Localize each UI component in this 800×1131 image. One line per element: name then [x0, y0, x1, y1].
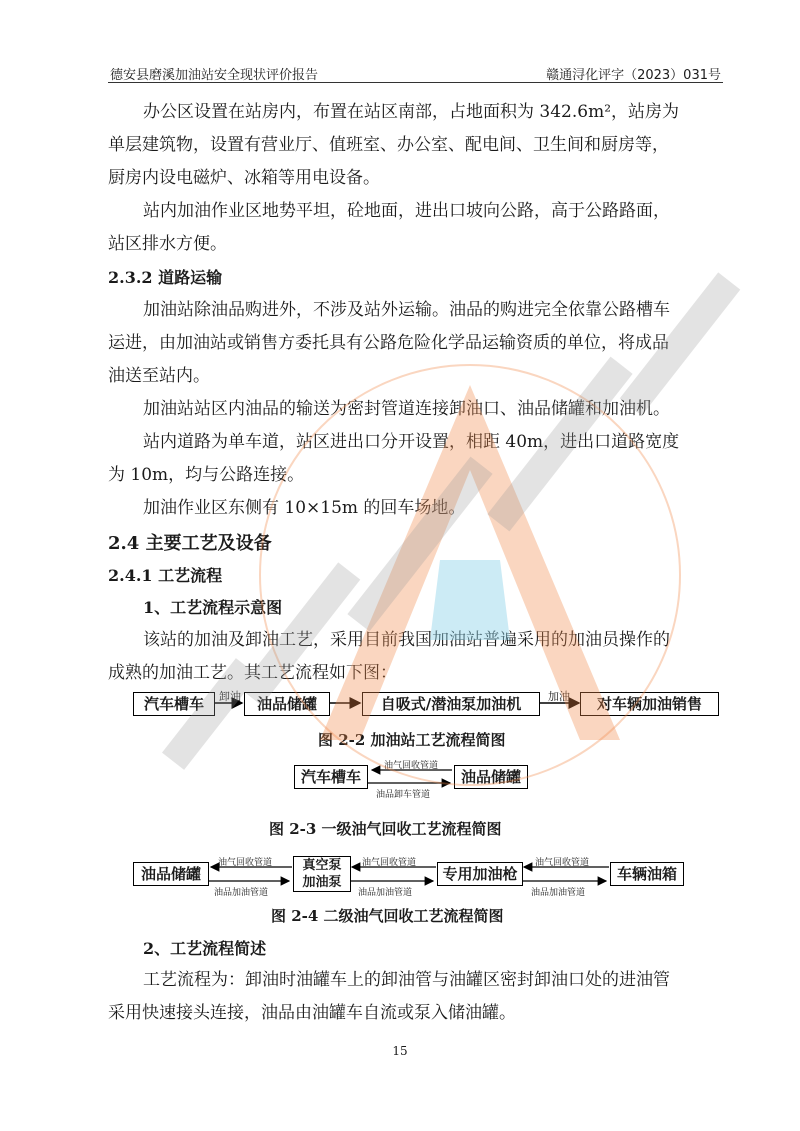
box-tank-truck: 汽车槽车 — [294, 765, 368, 789]
page-number: 15 — [392, 1044, 408, 1058]
paragraph-line: 站区排水方便。 — [108, 234, 227, 254]
paragraph-line: 为 10m，均与公路连接。 — [108, 465, 305, 485]
box-vehicle-tank: 车辆油箱 — [610, 862, 684, 886]
arrow-label-unload: 卸油 — [219, 690, 241, 703]
subheading-flow-diagram: 1、工艺流程示意图 — [143, 598, 283, 617]
box-nozzle: 专用加油枪 — [437, 862, 523, 886]
box-dispenser: 自吸式/潜油泵加油机 — [362, 692, 540, 716]
box-vacuum-pump — [293, 856, 351, 892]
paragraph-line: 油送至站内。 — [108, 366, 210, 386]
box-storage-tank: 油品储罐 — [454, 765, 528, 789]
running-header — [108, 62, 723, 83]
paragraph-line: 办公区设置在站房内，布置在站区南部，占地面积为 342.6m²，站房为 — [143, 102, 680, 122]
pipe-label-vapor-recovery: 油气回收管道 — [535, 858, 590, 868]
pipe-label-vapor-recovery: 油气回收管道 — [218, 858, 273, 868]
paragraph-line: 加油作业区东侧有 10×15m 的回车场地。 — [143, 498, 466, 518]
box-storage-tank: 油品储罐 — [244, 692, 330, 716]
subheading-flow-summary: 2、工艺流程简述 — [143, 939, 267, 958]
paragraph-line: 加油站除油品购进外，不涉及站外运输。油品的购进完全依靠公路槽车 — [143, 300, 670, 320]
figure-caption-2-2: 图 2-2 加油站工艺流程简图 — [318, 731, 506, 749]
box-vehicle-sale: 对车辆加油销售 — [580, 692, 719, 716]
section-heading-2-4: 2.4 主要工艺及设备 — [108, 533, 272, 554]
paragraph-line: 厨房内设电磁炉、冰箱等用电设备。 — [108, 168, 380, 188]
paragraph-line: 站内道路为单车道，站区进出口分开设置，相距 40m，进出口道路宽度 — [143, 432, 680, 452]
header-report-title: 德安县磨溪加油站安全现状评价报告 — [110, 68, 319, 83]
paragraph-line: 站内加油作业区地势平坦，砼地面，进出口坡向公路，高于公路路面， — [143, 201, 670, 221]
box-line: 真空泵 — [302, 858, 342, 873]
paragraph-line: 加油站站区内油品的输送为密封管道连接卸油口、油品储罐和加油机。 — [143, 399, 670, 419]
pipe-label-fueling: 油品加油管道 — [358, 888, 413, 898]
pipe-label-vapor-recovery: 油气回收管道 — [362, 858, 417, 868]
pipe-label-unloading: 油品卸车管道 — [376, 790, 431, 800]
paragraph-line: 工艺流程为：卸油时油罐车上的卸油管与油罐区密封卸油口处的进油管 — [143, 970, 670, 990]
pipe-label-fueling: 油品加油管道 — [531, 888, 586, 898]
section-heading-2-4-1: 2.4.1 工艺流程 — [108, 566, 223, 585]
header-doc-number: 赣通浔化评字（2023）031号 — [546, 68, 721, 83]
pipe-label-fueling: 油品加油管道 — [214, 888, 269, 898]
paragraph-line: 单层建筑物，设置有营业厅、值班室、办公室、配电间、卫生间和厨房等， — [108, 135, 669, 155]
box-tank-truck: 汽车槽车 — [133, 692, 215, 716]
box-line: 加油泵 — [302, 875, 342, 890]
section-heading-2-3-2: 2.3.2 道路运输 — [108, 268, 223, 287]
paragraph-line: 采用快速接头连接，油品由油罐车自流或泵入储油罐。 — [108, 1003, 516, 1023]
paragraph-line: 成熟的加油工艺。其工艺流程如下图： — [108, 663, 397, 683]
arrow-label-refuel: 加油 — [548, 690, 570, 703]
figure-caption-2-4: 图 2-4 二级油气回收工艺流程简图 — [271, 907, 504, 925]
pipe-label-vapor-recovery: 油气回收管道 — [384, 761, 439, 771]
paragraph-line: 运进，由加油站或销售方委托具有公路危险化学品运输资质的单位，将成品 — [108, 333, 669, 353]
box-storage-tank: 油品储罐 — [133, 862, 209, 886]
figure-caption-2-3: 图 2-3 一级油气回收工艺流程简图 — [269, 820, 502, 838]
paragraph-line: 该站的加油及卸油工艺，采用目前我国加油站普遍采用的加油员操作的 — [143, 630, 670, 650]
